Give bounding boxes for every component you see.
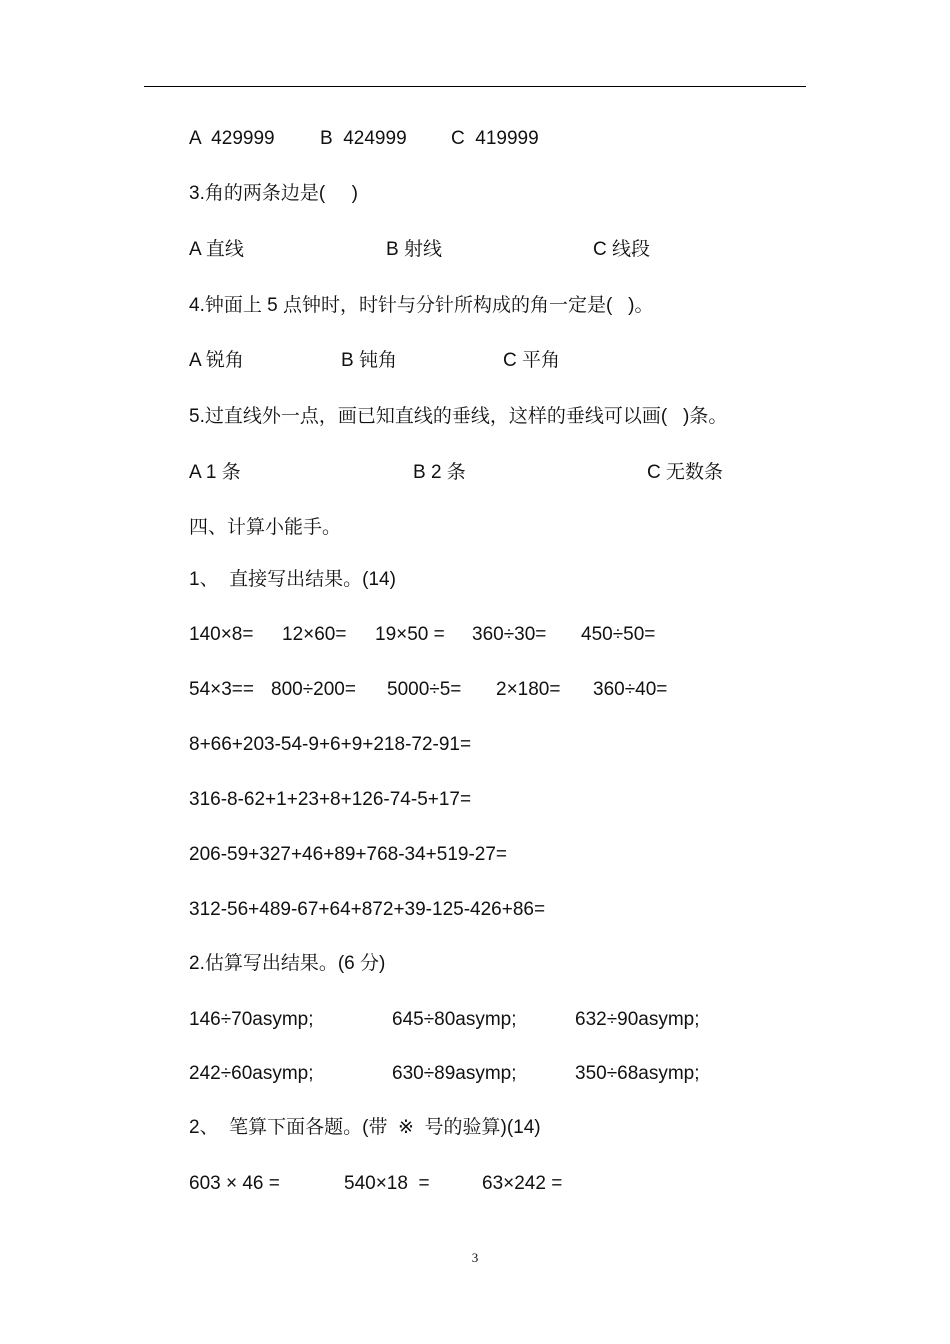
calc-item: 2×180= [496, 679, 561, 700]
chain-expression: 312-56+489-67+64+872+39-125-426+86= [189, 899, 546, 920]
part3-title: 2、 笔算下面各题。(带 ※ 号的验算)(14) [189, 1117, 541, 1138]
calc-item: 54×3== [189, 679, 254, 700]
q5-option-a: A 1 条 [189, 462, 241, 483]
q5-stem: 5.过直线外一点，画已知直线的垂线，这样的垂线可以画( )条。 [189, 406, 728, 427]
written-calc-item: 63×242 = [482, 1173, 563, 1194]
q4-stem: 4.钟面上 5 点钟时，时针与分针所构成的角一定是( )。 [189, 295, 654, 316]
q3-option-b: B 射线 [386, 239, 442, 260]
q3-option-c: C 线段 [593, 239, 651, 260]
q5-option-c: C 无数条 [647, 462, 724, 483]
estimate-item: 146÷70asymp; [189, 1009, 314, 1030]
chain-expression: 8+66+203-54-9+6+9+218-72-91= [189, 734, 472, 755]
calc-item: 19×50 = [375, 624, 445, 645]
estimate-item: 630÷89asymp; [392, 1063, 517, 1084]
part1-title: 1、 直接写出结果。(14) [189, 569, 396, 590]
estimate-item: 632÷90asymp; [575, 1009, 700, 1030]
header-rule [144, 86, 806, 87]
calc-item: 5000÷5= [387, 679, 462, 700]
q5-option-b: B 2 条 [413, 462, 466, 483]
chain-expression: 206-59+327+46+89+768-34+519-27= [189, 844, 508, 865]
estimate-item: 645÷80asymp; [392, 1009, 517, 1030]
calc-item: 360÷30= [472, 624, 547, 645]
q2-option-a: A 429999 [189, 128, 275, 149]
q4-option-c: C 平角 [503, 350, 561, 371]
q4-option-a: A 锐角 [189, 350, 244, 371]
page-number: 3 [471, 1250, 479, 1265]
calc-item: 800÷200= [271, 679, 356, 700]
calc-item: 450÷50= [581, 624, 656, 645]
q2-option-c: C 419999 [451, 128, 539, 149]
part2-title: 2.估算写出结果。(6 分) [189, 953, 386, 974]
estimate-item: 242÷60asymp; [189, 1063, 314, 1084]
estimate-item: 350÷68asymp; [575, 1063, 700, 1084]
chain-expression: 316-8-62+1+23+8+126-74-5+17= [189, 789, 472, 810]
calc-item: 140×8= [189, 624, 254, 645]
q3-stem: 3.角的两条边是( ) [189, 183, 358, 204]
q2-option-b: B 424999 [320, 128, 407, 149]
section-heading: 四、计算小能手。 [189, 517, 342, 538]
q3-option-a: A 直线 [189, 239, 244, 260]
q4-option-b: B 钝角 [341, 350, 397, 371]
calc-item: 360÷40= [593, 679, 668, 700]
written-calc-item: 603 × 46 = [189, 1173, 280, 1194]
written-calc-item: 540×18 = [344, 1173, 430, 1194]
calc-item: 12×60= [282, 624, 347, 645]
